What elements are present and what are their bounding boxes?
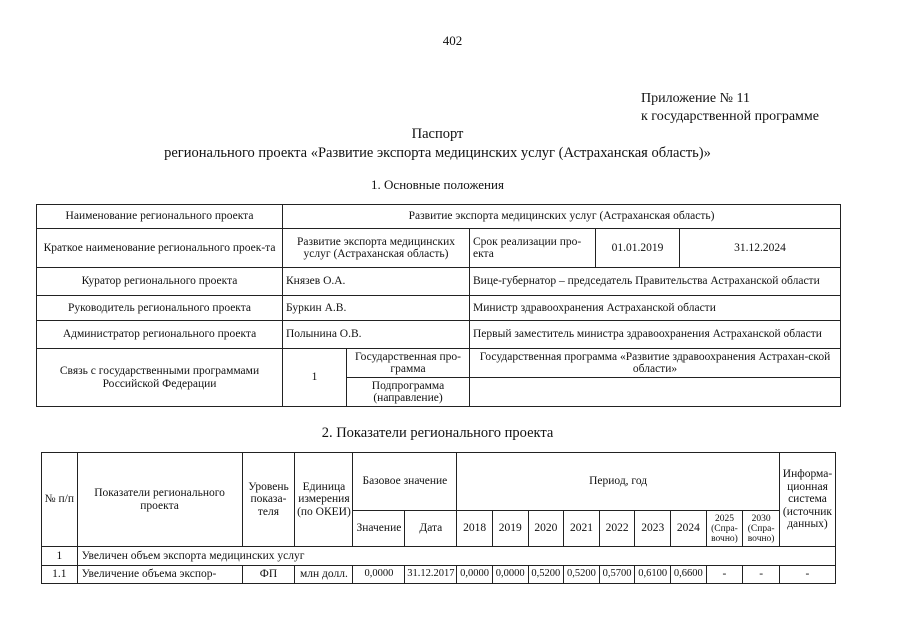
row-2-value-2025: - [706,566,743,584]
state-program-label: Государственная про-грамма [347,349,470,378]
table-row [37,321,841,349]
short-name-value: Развитие экспорта медицинских услуг (Астраханская область) [283,229,470,268]
section-2-title: 2. Показатели регионального проекта [321,425,554,441]
title-line-1: Паспорт [411,126,464,142]
table-row [37,229,841,268]
project-name-label: Наименование регионального проекта [37,205,283,229]
header-info-system: Информа-ционная система (источник данных) [779,453,835,547]
admin-position: Первый заместитель министра здравоохранения Астраханской области [470,321,841,349]
page-number: 402 [442,33,463,48]
row-2-unit: млн долл. [295,566,353,584]
row-2-value-2022: 0,5700 [599,566,635,584]
header-period: Период, год [457,453,780,511]
row-2-num: 1.1 [42,566,78,584]
admin-name: Полынина О.В. [283,321,470,349]
appendix-line-2: к государственной программе [641,109,819,124]
curator-position: Вице-губернатор – председатель Правительства Астраханской области [470,268,841,296]
row-2-value-2024: 0,6600 [671,566,707,584]
row-2-value-2020: 0,5200 [528,566,564,584]
table-row [37,268,841,296]
project-name-value: Развитие экспорта медицинских услуг (Астраханская область) [283,205,841,229]
header-year-2023: 2023 [635,511,671,547]
appendix-header [641,90,819,126]
table-row [37,205,841,229]
header-unit: Единица измерения (по ОКЕИ) [295,453,353,547]
row-2-indicator: Увеличение объема экспор- [77,566,242,584]
header-year-2018: 2018 [457,511,493,547]
curator-label: Куратор регионального проекта [37,268,283,296]
curator-name: Князев О.А. [283,268,470,296]
row-2-value-2019: 0,0000 [492,566,528,584]
term-start: 01.01.2019 [596,229,680,268]
header-base-date: Дата [405,511,457,547]
indicators-table [41,452,836,584]
short-name-label: Краткое наименование регионального проек-та [37,229,283,268]
subprogram-value [470,378,841,407]
header-num: № п/п [42,453,78,547]
row-2-value-2023: 0,6100 [635,566,671,584]
basic-provisions-table [36,204,841,407]
leader-name: Буркин А.В. [283,296,470,321]
state-program-value: Государственная программа «Развитие здравоохранения Астрахан-ской области» [470,349,841,378]
table-row [37,296,841,321]
leader-label: Руководитель регионального проекта [37,296,283,321]
appendix-line-1: Приложение № 11 [641,91,750,106]
header-year-2019: 2019 [492,511,528,547]
row-2-base-date: 31.12.2017 [405,566,457,584]
table-header-row [42,453,836,511]
section-1-title: 1. Основные положения [371,177,504,192]
admin-label: Администратор регионального проекта [37,321,283,349]
subprogram-label: Подпрограмма (направление) [347,378,470,407]
term-label: Срок реализации про-екта [470,229,596,268]
leader-position: Министр здравоохранения Астраханской области [470,296,841,321]
term-end: 31.12.2024 [680,229,841,268]
header-level: Уровень показа-теля [242,453,295,547]
header-indicators: Показатели регионального проекта [77,453,242,547]
row-2-base-value: 0,0000 [353,566,405,584]
row-2-level: ФП [242,566,295,584]
document-title [0,125,875,163]
programs-link-label: Связь с государственными программами Российской Федерации [37,349,283,407]
header-year-2022: 2022 [599,511,635,547]
table-row [37,349,841,378]
table-row [42,547,836,566]
row-2-value-2021: 0,5200 [564,566,600,584]
row-2-value-2018: 0,0000 [457,566,493,584]
header-base-value: Значение [353,511,405,547]
header-year-2024: 2024 [671,511,707,547]
programs-link-number: 1 [283,349,347,407]
row-1-text: Увеличен объем экспорта медицинских услуг [77,547,835,566]
header-year-2025: 2025 (Спра-вочно) [706,511,743,547]
header-year-2020: 2020 [528,511,564,547]
title-line-2: регионального проекта «Развитие экспорта медицинских услуг (Астраханская область)» [164,145,711,161]
header-year-2021: 2021 [564,511,600,547]
row-2-info: - [779,566,835,584]
row-2-value-2030: - [743,566,780,584]
table-row [42,566,836,584]
header-base: Базовое значение [353,453,457,511]
header-year-2030: 2030 (Спра-вочно) [743,511,780,547]
row-1-num: 1 [42,547,78,566]
